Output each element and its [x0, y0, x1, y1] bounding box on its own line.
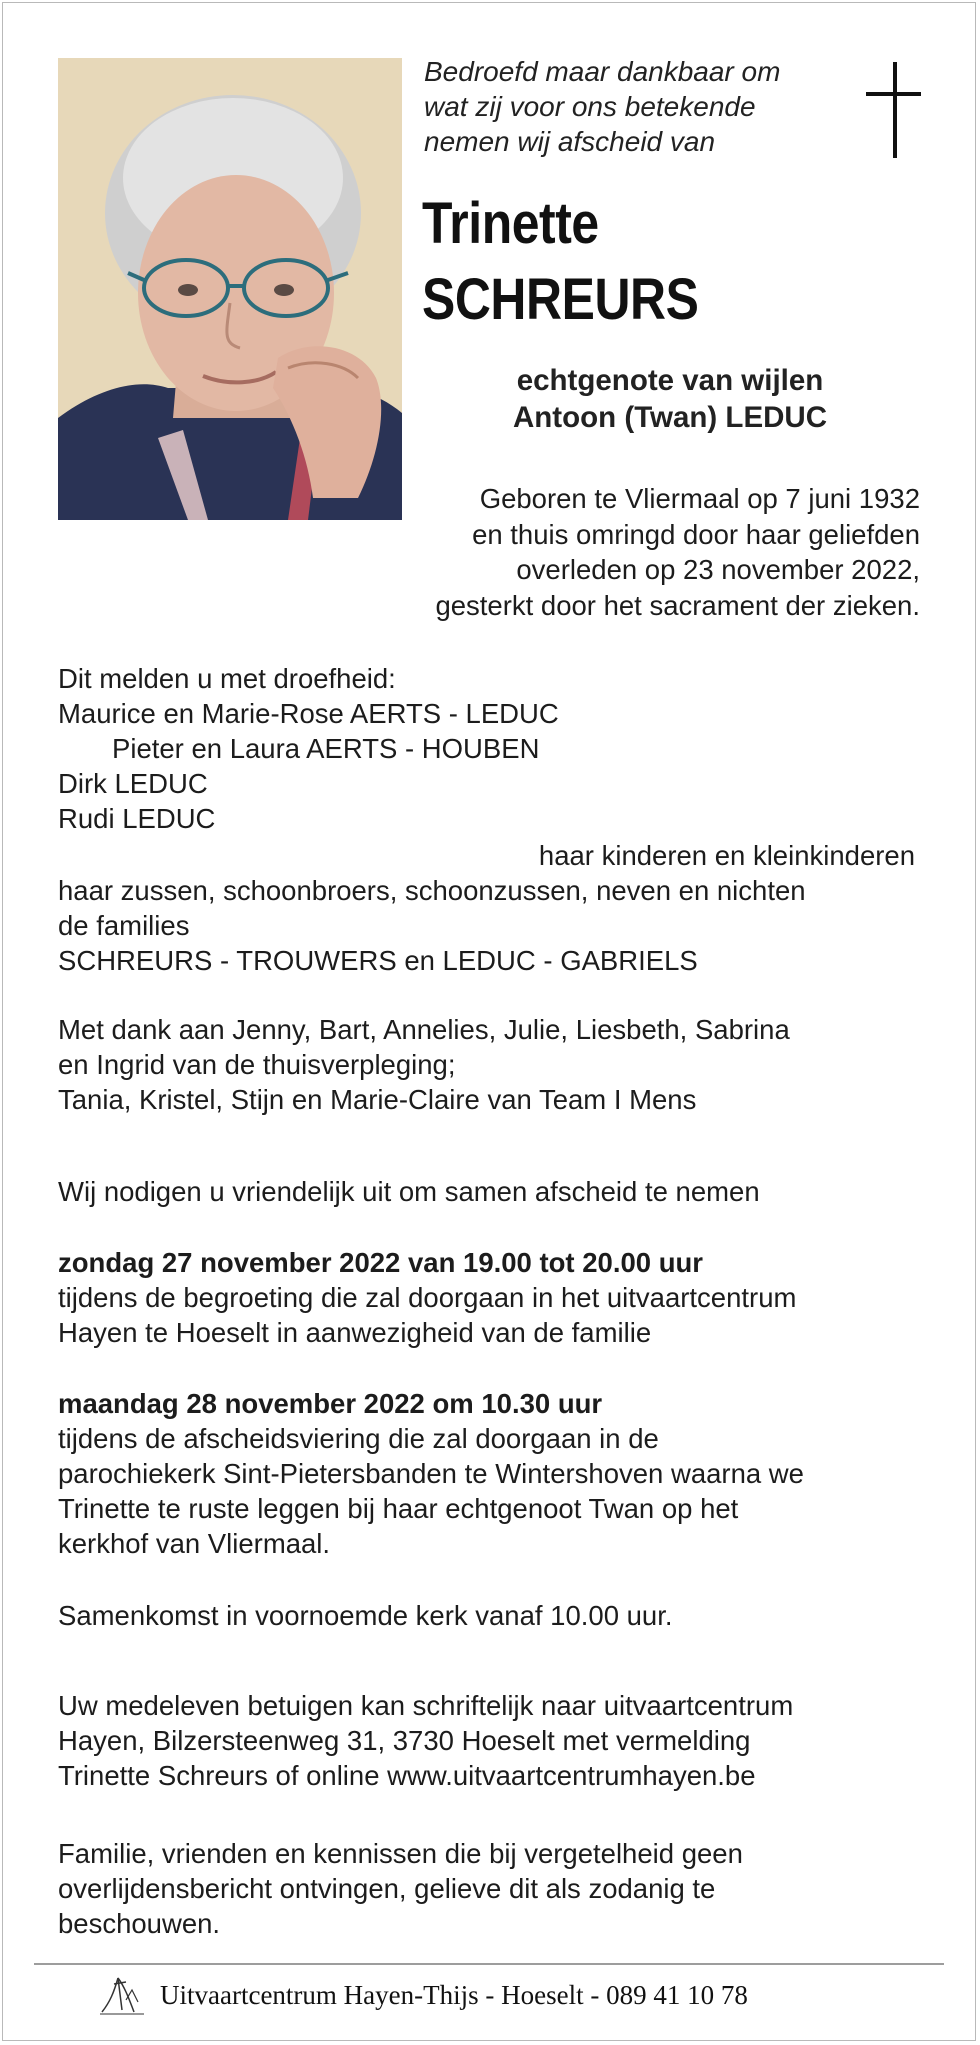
relatives-line: de families [58, 910, 190, 941]
visitation-line: tijdens de begroeting die zal doorgaan in het uitvaartcentrum [58, 1282, 797, 1313]
gathering-text: Samenkomst in voornoemde kerk vanaf 10.00 uur. [58, 1600, 673, 1631]
cross-icon [853, 60, 923, 160]
footer-divider [34, 1963, 944, 1965]
intro-line: Bedroefd maar dankbaar om [424, 56, 781, 87]
thanks-line: Tania, Kristel, Stijn en Marie-Claire van Team I Mens [58, 1084, 697, 1115]
footer-contact: Uitvaartcentrum Hayen-Thijs - Hoeselt - 089 41 10 78 [160, 1980, 748, 2010]
condolences-line: Trinette Schreurs of online www.uitvaartcentrumhayen.be [58, 1760, 756, 1791]
family-member: Maurice en Marie-Rose AERTS - LEDUC [58, 698, 559, 729]
invitation-text: Wij nodigen u vriendelijk uit om samen afscheid te nemen [58, 1176, 760, 1207]
visitation-line: Hayen te Hoeselt in aanwezigheid van de familie [58, 1317, 652, 1348]
spouse-line: Antoon (Twan) LEDUC [512, 401, 828, 434]
visitation-date: zondag 27 november 2022 van 19.00 tot 20.00 uur [58, 1247, 703, 1278]
family-member: Dirk LEDUC [58, 768, 208, 799]
children-label: haar kinderen en kleinkinderen [538, 840, 915, 871]
family-intro: Dit melden u met droefheid: [58, 663, 396, 694]
thanks-line: en Ingrid van de thuisverpleging; [58, 1049, 456, 1080]
family-member: Pieter en Laura AERTS - HOUBEN [112, 733, 540, 764]
birth-death-line: Geboren te Vliermaal op 7 juni 1932 [479, 483, 920, 514]
funeral-line: parochiekerk Sint-Pietersbanden te Wintershoven waarna we [58, 1458, 804, 1489]
thanks-line: Met dank aan Jenny, Bart, Annelies, Julie, Liesbeth, Sabrina [58, 1014, 790, 1045]
funeral-date: maandag 28 november 2022 om 10.30 uur [58, 1388, 603, 1419]
portrait-illustration [58, 58, 402, 520]
relatives-line: SCHREURS - TROUWERS en LEDUC - GABRIELS [58, 945, 698, 976]
notice-line: overlijdensbericht ontvingen, gelieve dit als zodanig te [58, 1873, 716, 1904]
birth-death-line: overleden op 23 november 2022, [516, 554, 920, 585]
last-name: SCHREURS [422, 267, 699, 332]
funeral-home-logo-icon [98, 1972, 148, 2016]
condolences-line: Hayen, Bilzersteenweg 31, 3730 Hoeselt met vermelding [58, 1725, 751, 1756]
spouse-info [420, 362, 920, 436]
funeral-line: tijdens de afscheidsviering die zal doorgaan in de [58, 1423, 659, 1454]
condolences-line: Uw medeleven betuigen kan schriftelijk naar uitvaartcentrum [58, 1690, 794, 1721]
deceased-name [422, 186, 698, 338]
funeral-line: kerkhof van Vliermaal. [58, 1528, 331, 1559]
relatives-line: haar zussen, schoonbroers, schoonzussen, neven en nichten [58, 875, 806, 906]
intro-line: nemen wij afscheid van [424, 126, 716, 157]
funeral-line: Trinette te ruste leggen bij haar echtgenoot Twan op het [58, 1493, 739, 1524]
birth-death-line: en thuis omringd door haar geliefden [472, 518, 920, 550]
birth-death-line: gesterkt door het sacrament der zieken. [435, 589, 920, 621]
intro-text [424, 54, 864, 159]
notice-line: beschouwen. [58, 1908, 221, 1939]
spouse-line: echtgenote van wijlen [516, 364, 824, 397]
intro-line: wat zij voor ons betekende [424, 91, 756, 122]
portrait-photo [58, 58, 402, 520]
first-name: Trinette [422, 191, 599, 256]
notice-line: Familie, vrienden en kennissen die bij vergetelheid geen [58, 1838, 743, 1869]
family-member: Rudi LEDUC [58, 803, 216, 834]
birth-death-info [320, 481, 920, 623]
